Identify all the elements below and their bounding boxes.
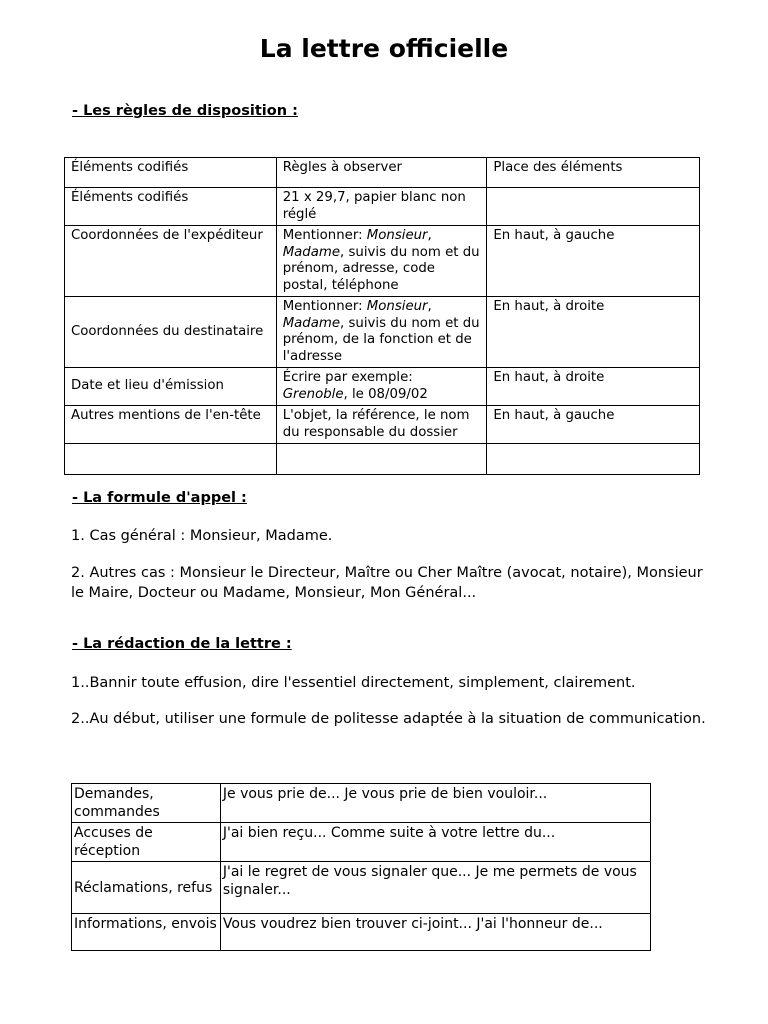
- table-row: [72, 823, 651, 862]
- section-heading-formule: - La formule d'appel :: [72, 490, 247, 506]
- table-header-cell: Éléments codifiés: [65, 158, 277, 188]
- table-cell-empty: [276, 444, 487, 475]
- table-row: [65, 188, 700, 226]
- cell-text: , suivis du nom et du prénom, adresse, code postal, téléphone: [282, 244, 480, 293]
- cell-text: Mentionner:: [282, 228, 367, 243]
- table-cell: Autres mentions de l'en-tête: [65, 406, 277, 444]
- table-header-row: [65, 158, 700, 188]
- cell-italic: Grenoble: [282, 386, 344, 402]
- table-cell-label: Informations, envois: [72, 914, 221, 951]
- table-header-cell: Règles à observer: [276, 158, 487, 188]
- table-cell: Date et lieu d'émission: [65, 368, 277, 406]
- table-cell-label: Accuses de réception: [72, 823, 221, 862]
- table-row: [72, 862, 651, 914]
- table-row: [65, 297, 700, 368]
- table-cell-label: Réclamations, refus: [72, 862, 221, 914]
- table-row: [65, 226, 700, 297]
- table-cell: En haut, à gauche: [487, 226, 700, 297]
- table-cell-formula: Vous voudrez bien trouver ci-joint... J'ai l'honneur de...: [220, 914, 650, 951]
- redaction-item-2: 2..Au début, utiliser une formule de politesse adaptée à la situation de communication.: [71, 711, 706, 727]
- table-row-empty: [65, 444, 700, 475]
- table-cell-formula: J'ai bien reçu... Comme suite à votre lettre du...: [220, 823, 650, 862]
- cell-text: Mentionner:: [282, 299, 367, 314]
- table-cell: [276, 368, 487, 406]
- section-heading-redaction: - La rédaction de la lettre :: [72, 636, 292, 652]
- table-cell: [487, 188, 700, 226]
- politesse-table: [71, 783, 651, 951]
- table-row: [65, 406, 700, 444]
- cell-text: ,: [427, 228, 432, 243]
- table-cell: 21 x 29,7, papier blanc non réglé: [276, 188, 487, 226]
- table-header-cell: Place des éléments: [487, 158, 700, 188]
- cell-text: , suivis du nom et du prénom, de la fonction et de l'adresse: [282, 315, 480, 364]
- table-row: [72, 914, 651, 951]
- table-cell: En haut, à gauche: [487, 406, 700, 444]
- table-cell: [276, 226, 487, 297]
- section-heading-disposition: - Les règles de disposition :: [72, 103, 298, 119]
- table-cell-label: Demandes, commandes: [72, 784, 221, 823]
- table-cell: Coordonnées de l'expéditeur: [65, 226, 277, 297]
- cell-italic: Madame: [282, 315, 341, 331]
- table-cell: En haut, à droite: [487, 297, 700, 368]
- table-cell-empty: [65, 444, 277, 475]
- cell-italic: Madame: [282, 244, 341, 260]
- cell-text: , le 08/09/02: [343, 386, 428, 402]
- table-row: [72, 784, 651, 823]
- cell-text: Écrire par exemple:: [282, 370, 413, 385]
- page-title: La lettre officielle: [259, 34, 509, 63]
- table-cell: Coordonnées du destinataire: [65, 297, 277, 368]
- table-cell-formula: J'ai le regret de vous signaler que... Je me permets de vous signaler...: [220, 862, 650, 914]
- table-cell: Éléments codifiés: [65, 188, 277, 226]
- table-cell-formula: Je vous prie de... Je vous prie de bien vouloir...: [220, 784, 650, 823]
- redaction-item-1: 1..Bannir toute effusion, dire l'essentiel directement, simplement, clairement.: [71, 675, 636, 691]
- cell-text: ,: [427, 299, 432, 314]
- cell-italic: Monsieur: [366, 228, 428, 243]
- table-cell: L'objet, la référence, le nom du responsable du dossier: [276, 406, 487, 444]
- cell-italic: Monsieur: [366, 299, 428, 314]
- table-cell: En haut, à droite: [487, 368, 700, 406]
- formule-item-1: 1. Cas général : Monsieur, Madame.: [71, 528, 333, 544]
- disposition-table: [64, 157, 700, 475]
- formule-item-2: 2. Autres cas : Monsieur le Directeur, Maître ou Cher Maître (avocat, notaire), Monsieur le Maire, Docteur ou Madame, Monsieur, Mon Général...: [71, 565, 703, 601]
- table-row: [65, 368, 700, 406]
- table-cell: [276, 297, 487, 368]
- table-cell-empty: [487, 444, 700, 475]
